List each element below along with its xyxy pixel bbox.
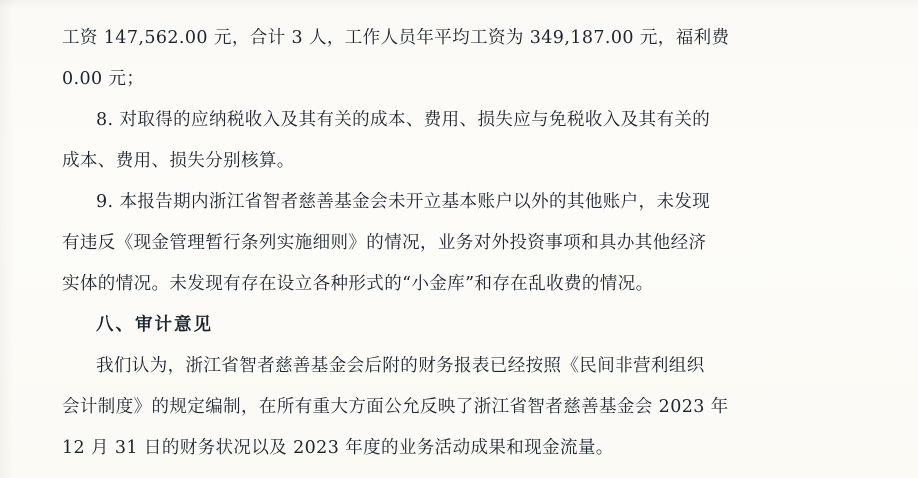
paragraph-opinion-1: 我们认为，浙江省智者慈善基金会后附的财务报表已经按照《民间非营利组织: [96, 356, 705, 376]
paragraph-item-9-continued-2: 实体的情况。未发现有存在设立各种形式的“小金库”和存在乱收费的情况。: [62, 274, 654, 294]
document-text-body: [62, 18, 858, 469]
paragraph-item-9-continued-1: 有违反《现金管理暂行条列实施细则》的情况，业务对外投资事项和具办其他经济: [62, 233, 707, 253]
paragraph-salary-continued-2: 0.00 元；: [62, 69, 145, 89]
page-edge-shadow-left: [0, 0, 14, 478]
paragraph-salary-continued: 工资 147,562.00 元，合计 3 人，工作人员年平均工资为 349,187.00 元，福利费: [62, 28, 730, 48]
paragraph-item-9: 9. 本报告期内浙江省智者慈善基金会未开立基本账户以外的其他账户，未发现: [96, 192, 711, 212]
section-heading-audit-opinion: 八、审计意见: [96, 315, 213, 335]
paragraph-item-8: 8. 对取得的应纳税收入及其有关的成本、费用、损失应与免税收入及其有关的: [96, 110, 711, 130]
page-edge-shadow-top: [0, 0, 918, 10]
paragraph-opinion-3: 12 月 31 日的财务状况以及 2023 年度的业务活动成果和现金流量。: [62, 438, 614, 458]
paragraph-opinion-2: 会计制度》的规定编制，在所有重大方面公允反映了浙江省智者慈善基金会 2023 年: [62, 397, 729, 417]
paragraph-item-8-continued: 成本、费用、损失分别核算。: [62, 151, 295, 171]
